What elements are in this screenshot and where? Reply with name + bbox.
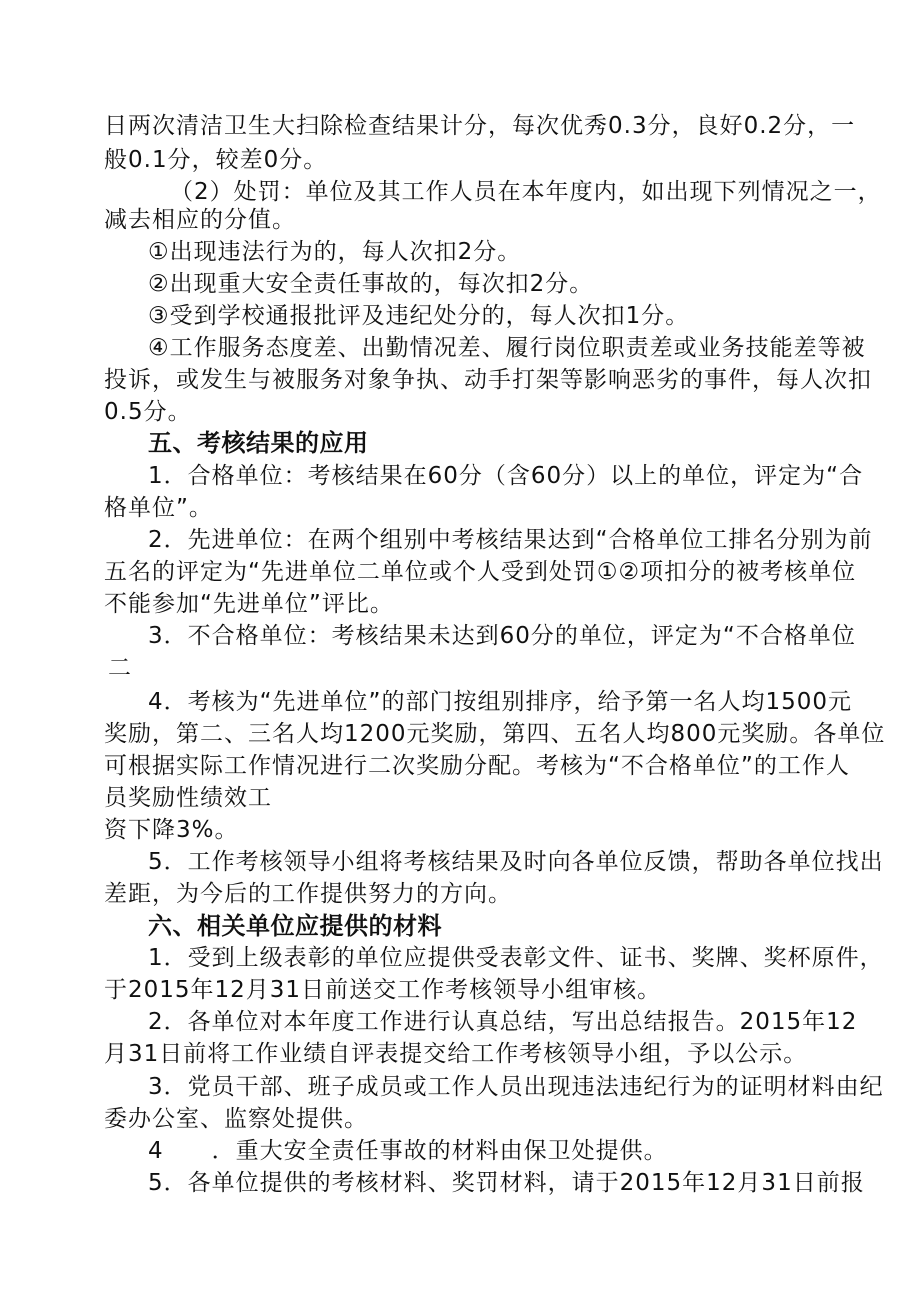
- body-line: 格单位”。: [104, 495, 213, 521]
- body-line: 差距，为今后的工作提供努力的方向。: [104, 881, 512, 907]
- body-line: 1．受到上级表彰的单位应提供受表彰文件、证书、奖牌、奖杯原件，: [148, 945, 884, 971]
- section-heading-5: 五、考核结果的应用: [148, 429, 369, 457]
- body-line: 可根据实际工作情况进行二次奖励分配。考核为“不合格单位”的工作人: [104, 753, 850, 779]
- section-heading-6: 六、相关单位应提供的材料: [148, 912, 442, 940]
- body-line: 5．工作考核领导小组将考核结果及时向各单位反馈，帮助各单位找出: [148, 849, 884, 875]
- body-line: 五名的评定为“先进单位二单位或个人受到处罚①②项扣分的被考核单位: [104, 559, 857, 585]
- body-line: 4．考核为“先进单位”的部门按组别排序，给予第一名人均1500元: [148, 689, 852, 715]
- body-line: 2．各单位对本年度工作进行认真总结，写出总结报告。2015年12: [148, 1009, 858, 1035]
- body-line: 奖励，第二、三名人均1200元奖励，第四、五名人均800元奖励。各单位: [104, 721, 886, 747]
- list-item-2: ②出现重大安全责任事故的，每次扣2分。: [148, 271, 594, 297]
- body-line: 投诉，或发生与被服务对象争执、动手打架等影响恶劣的事件，每人次扣: [104, 367, 872, 393]
- body-line: 日两次清洁卫生大扫除检查结果计分，每次优秀0.3分，良好0.2分，一: [104, 113, 856, 139]
- body-line: 5．各单位提供的考核材料、奖罚材料，请于2015年12月31日前报: [148, 1170, 865, 1196]
- body-line: 资下降3%。: [104, 817, 239, 843]
- body-line: 2．先进单位：在两个组别中考核结果达到“合格单位工排名分别为前: [148, 527, 873, 553]
- list-item-4: ④工作服务态度差、出勤情况差、履行岗位职责差或业务技能差等被: [148, 335, 866, 361]
- body-line: 4 ．重大安全责任事故的材料由保卫处提供。: [148, 1138, 668, 1164]
- list-item-3: ③受到学校通报批评及违纪处分的，每人次扣1分。: [148, 303, 690, 329]
- body-line: 1．合格单位：考核结果在60分（含60分）以上的单位，评定为“合: [148, 463, 864, 489]
- body-line: 3．党员干部、班子成员或工作人员出现违法违纪行为的证明材料由纪: [148, 1074, 884, 1100]
- body-line: 月31日前将工作业绩自评表提交给工作考核领导小组，予以公示。: [104, 1041, 808, 1067]
- body-line: 3．不合格单位：考核结果未达到60分的单位，评定为“不合格单位: [148, 623, 856, 649]
- body-line: 减去相应的分值。: [104, 207, 296, 233]
- body-line: 于2015年12月31日前送交工作考核领导小组审核。: [104, 977, 662, 1003]
- list-item-1: ①出现违法行为的，每人次扣2分。: [148, 239, 522, 265]
- body-line: 不能参加“先进单位”评比。: [104, 591, 394, 617]
- body-line: 员奖励性绩效工: [104, 785, 272, 811]
- body-line: （2）处罚：单位及其工作人员在本年度内，如出现下列情况之一，: [170, 179, 882, 205]
- body-line: 0.5分。: [104, 399, 192, 425]
- body-line: 般0.1分，较差0分。: [104, 147, 328, 173]
- body-line: 二: [108, 655, 132, 681]
- body-line: 委办公室、监察处提供。: [104, 1106, 368, 1132]
